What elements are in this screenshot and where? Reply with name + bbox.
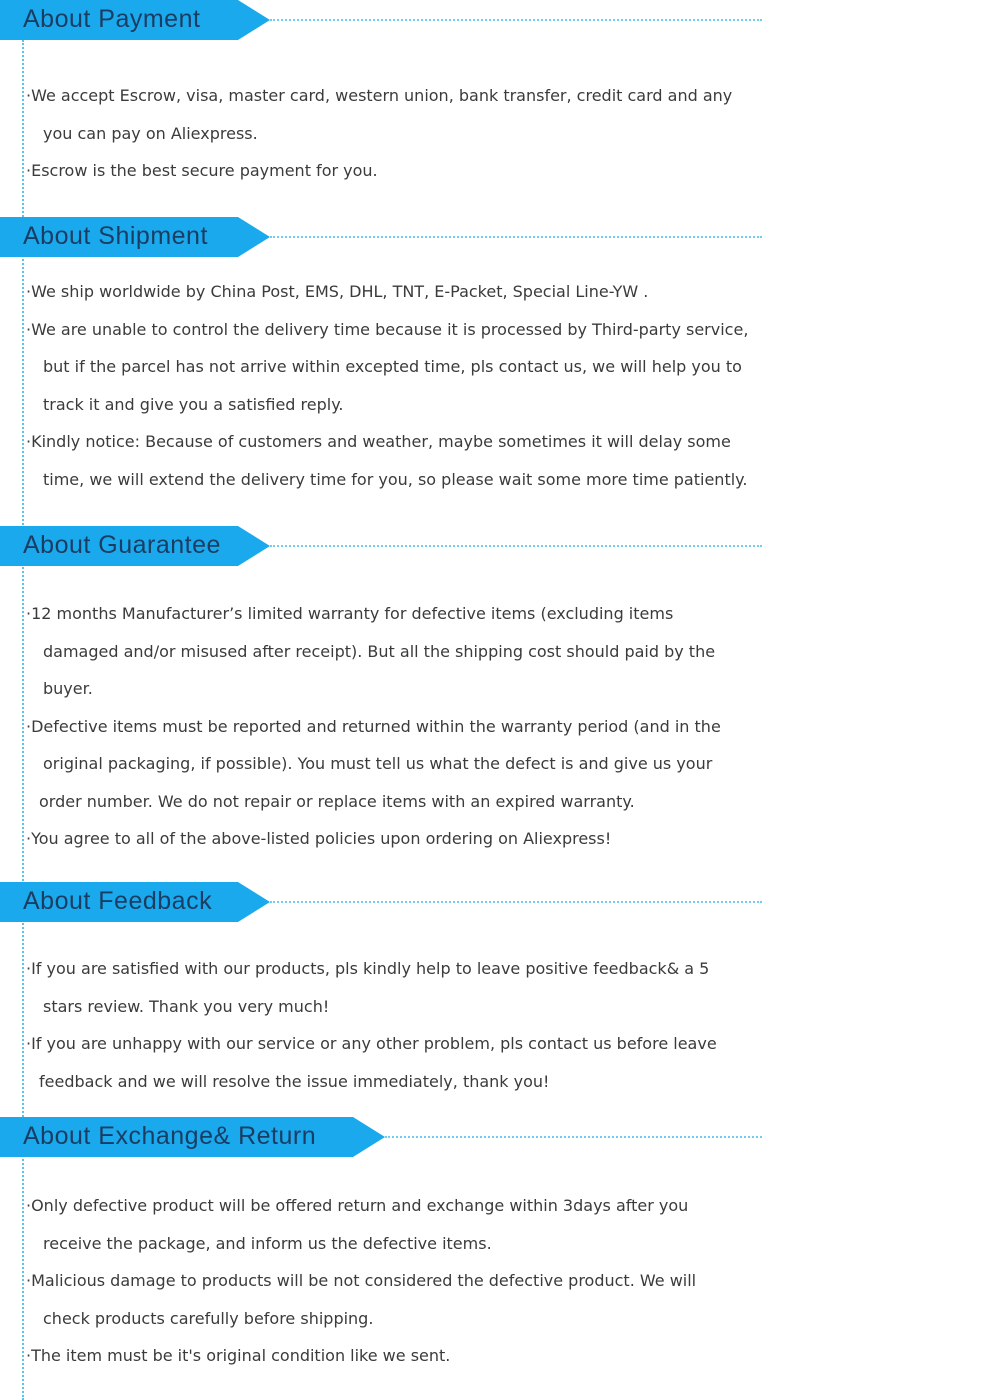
dotted-divider [270, 901, 762, 903]
text-line: ·The item must be it's original condition like we sent. [26, 1346, 451, 1365]
dotted-divider [270, 545, 762, 547]
text-line: receive the package, and inform us the defective items. [43, 1233, 492, 1253]
section-title: About Exchange& Return [23, 1122, 317, 1150]
text-line: ·Escrow is the best secure payment for you. [26, 161, 378, 180]
text-line: ·If you are unhappy with our service or any other problem, pls contact us before leave [26, 1034, 717, 1053]
text-line: buyer. [43, 679, 93, 698]
text-line: ·If you are satisfied with our products, pls kindly help to leave positive feedback& a 5 [26, 959, 710, 978]
text-line: ·We ship worldwide by China Post, EMS, DHL, TNT, E-Packet, Special Line-YW . [26, 282, 649, 301]
text-line: check products carefully before shipping. [43, 1308, 374, 1328]
section-title: About Guarantee [23, 531, 221, 559]
text-line: you can pay on Aliexpress. [43, 123, 258, 143]
text-line: ·Malicious damage to products will be not considered the defective product. We will [26, 1271, 697, 1290]
dotted-divider [270, 236, 762, 238]
text-line: feedback and we will resolve the issue immediately, thank you! [39, 1071, 550, 1091]
text-line: damaged and/or misused after receipt). But all the shipping cost should paid by the [43, 641, 716, 661]
text-line: order number. We do not repair or replace items with an expired warranty. [39, 791, 635, 811]
paragraph [26, 950, 766, 1100]
text-line: time, we will extend the delivery time for you, so please wait some more time patiently. [43, 469, 748, 489]
text-line: track it and give you a satisfied reply. [43, 394, 344, 414]
section-title: About Shipment [23, 222, 208, 250]
text-line: stars review. Thank you very much! [43, 996, 330, 1016]
dotted-divider [270, 19, 762, 21]
text-line: ·We accept Escrow, visa, master card, western union, bank transfer, credit card and any [26, 86, 733, 105]
text-line: ·Kindly notice: Because of customers and weather, maybe sometimes it will delay some [26, 432, 731, 451]
dotted-divider [385, 1136, 762, 1138]
paragraph [26, 273, 766, 498]
text-line: ·You agree to all of the above-listed policies upon ordering on Aliexpress! [26, 829, 612, 848]
text-line: ·12 months Manufacturer’s limited warranty for defective items (excluding items [26, 604, 674, 623]
text-line: ·We are unable to control the delivery time because it is processed by Third-party service, [26, 319, 749, 339]
text-line: ·Only defective product will be offered return and exchange within 3days after you [26, 1196, 689, 1215]
section-title: About Payment [23, 5, 201, 33]
section-title: About Feedback [23, 887, 213, 915]
paragraph [26, 1187, 766, 1375]
text-line: ·Defective items must be reported and returned within the warranty period (and in the [26, 716, 721, 736]
text-line: but if the parcel has not arrive within excepted time, pls contact us, we will help you to [43, 357, 742, 376]
text-line: original packaging, if possible). You must tell us what the defect is and give us your [43, 754, 713, 773]
paragraph [26, 595, 766, 858]
paragraph [26, 77, 766, 190]
